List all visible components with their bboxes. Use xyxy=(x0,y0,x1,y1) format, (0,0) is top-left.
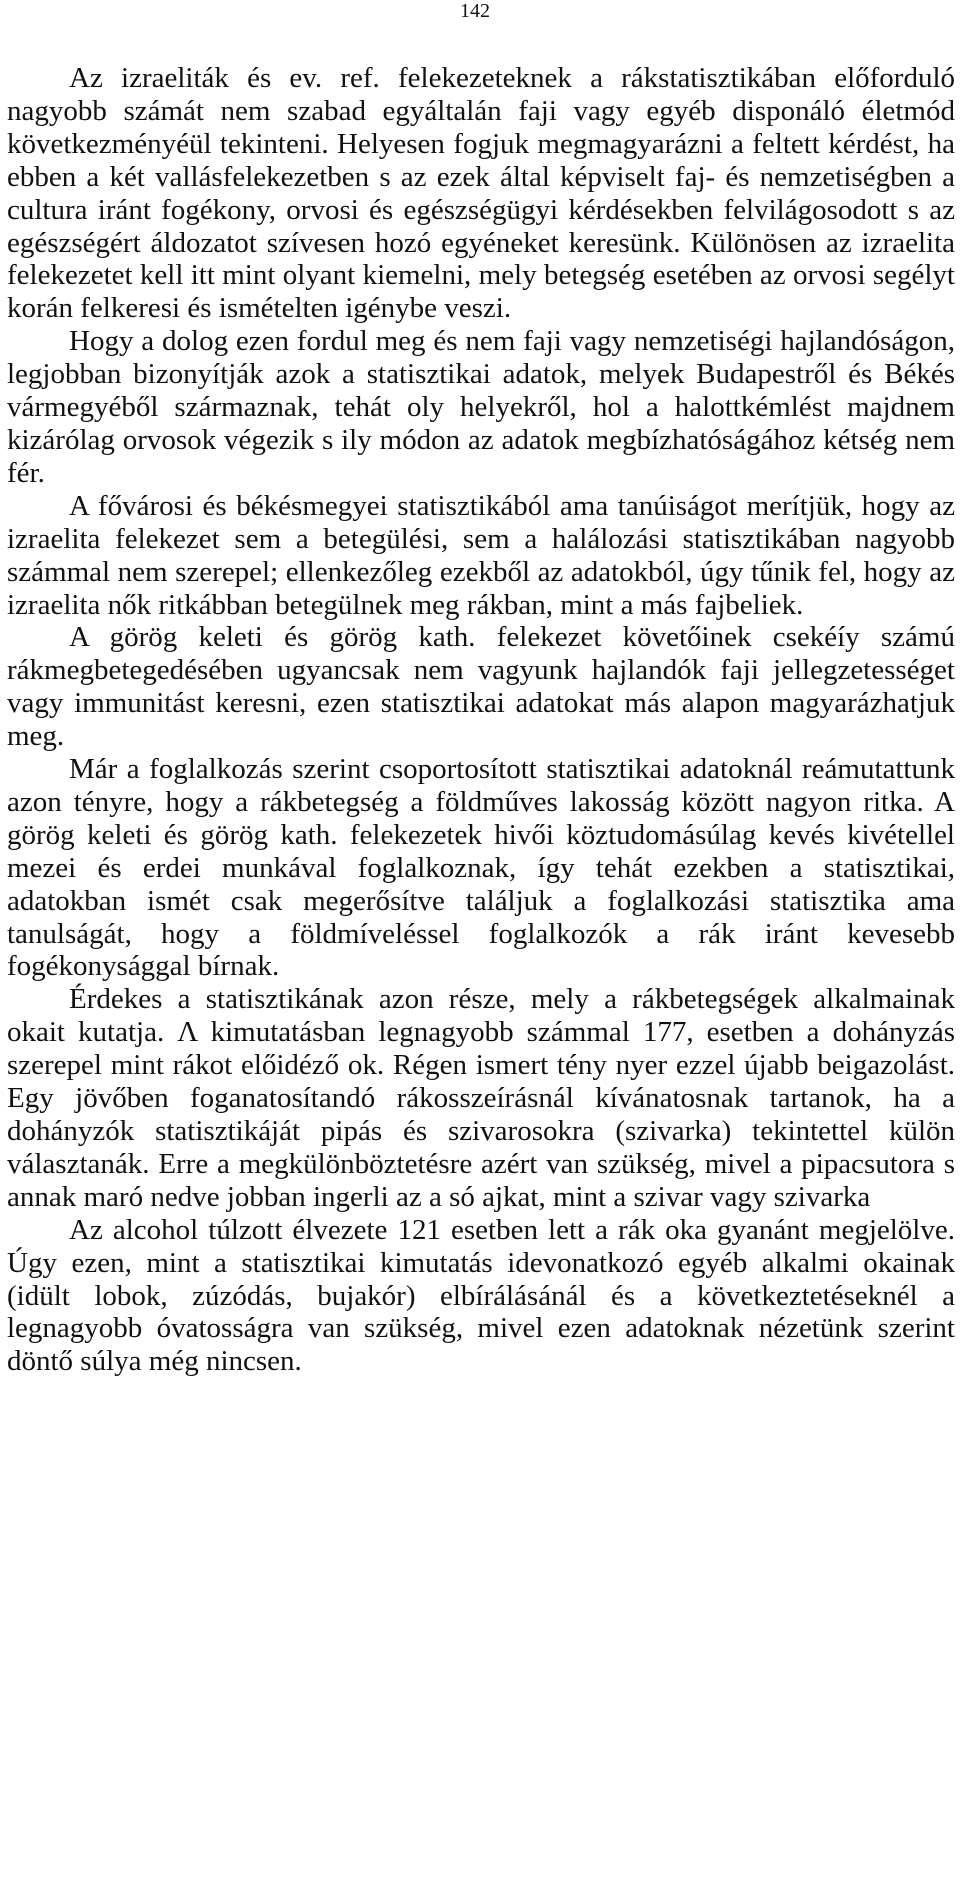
page-number xyxy=(0,0,960,22)
paragraph-6: Érdekes a statisztikának azon része, mely a rákbetegségek alkalmainak okait kutatja. Λ kimutatásban legnagyobb számmal 177, esetben a dohányzás szerepel mint rákot előidéző ok. Régen ismert tény nyer ezzel újabb beigazolást. Egy jövőben foganatosítandó rákosszeírásnál kívánatosnak tartanok, ha a dohányzók statisztikáját pipás és szivarosokra (szivarka) tekintettel külön választanák. Erre a megkülönböztetésre azért van szükség, mivel a pipacsutora s annak maró nedve jobban ingerli az a só ajkat, mint a szivar vagy szivarka xyxy=(7,983,955,1213)
body-text xyxy=(7,62,955,1378)
paragraph-2: Hogy a dolog ezen fordul meg és nem faji vagy nemzetiségi hajlandóságon, legjobban bizonyítják azok a statisztikai adatok, melyek Budapestről és Békés vármegyéből származnak, tehát oly helyekről, hol a halottkémlést majdnem kizárólag orvosok végezik s ily módon az adatok megbízhatóságához kétség nem fér. xyxy=(7,325,955,489)
paragraph-1: Az izraeliták és ev. ref. felekezeteknek a rákstatisztikában előforduló nagyobb számát nem szabad egyáltalán faji vagy egyéb disponáló életmód következményéül tekinteni. Helyesen fogjuk megmagyarázni a feltett kérdést, ha ebben a két vallásfelekezetben s az ezek által képviselt faj- és nemzetiségben a cultura iránt fogékony, orvosi és egészségügyi kérdésekben felvilágosodott s az egészségért áldozatot szívesen hozó egyéneket keresünk. Különösen az izraelita felekezetet kell itt mint olyant kiemelni, mely betegség esetében az orvosi segélyt korán felkeresi és ismételten igénybe veszi. xyxy=(7,62,955,325)
paragraph-4: A görög keleti és görög kath. felekezet követőinek csekéíy számú rákmegbetegedésében ugyancsak nem vagyunk hajlandók faji jellegzetességet vagy immunitást keresni, ezen statisztikai adatokat más alapon magyarázhatjuk meg. xyxy=(7,621,955,753)
paragraph-3: A fővárosi és békésmegyei statisztikából ama tanúiságot merítjük, hogy az izraelita felekezet sem a betegülési, sem a halálozási statisztikában nagyobb számmal nem szerepel; ellenkezőleg ezekből az adatokból, úgy tűnik fel, hogy az izraelita nők ritkábban betegülnek meg rákban, mint a más fajbeliek. xyxy=(7,489,955,621)
paragraph-7: Az alcohol túlzott élvezete 121 esetben lett a rák oka gyanánt megjelölve. Úgy ezen, mint a statisztikai kimutatás idevonatkozó egyéb alkalmi okainak (idült lobok, zúzódás, bujakór) elbírálásánál és a következtetéseknél a legnagyobb óvatosságra van szükség, mivel ezen adatoknak nézetünk szerint döntő súlya még nincsen. xyxy=(7,1213,955,1378)
page-number-text: 142 xyxy=(460,0,490,22)
paragraph-5: Már a foglalkozás szerint csoportosított statisztikai adatoknál reámutattunk azon tényre, hogy a rákbetegség a földműves lakosság között nagyon ritka. A görög keleti és görög kath. felekezetek hivői köztudomásúlag kevés kivétellel mezei és erdei munkával foglalkoznak, így tehát ezekben a statisztikai, adatokban ismét csak megerősítve találjuk a foglalkozási statisztika ama tanulságát, hogy a földmíveléssel foglalkozók a rák iránt kevesebb fogékonysággal bírnak. xyxy=(7,753,955,983)
